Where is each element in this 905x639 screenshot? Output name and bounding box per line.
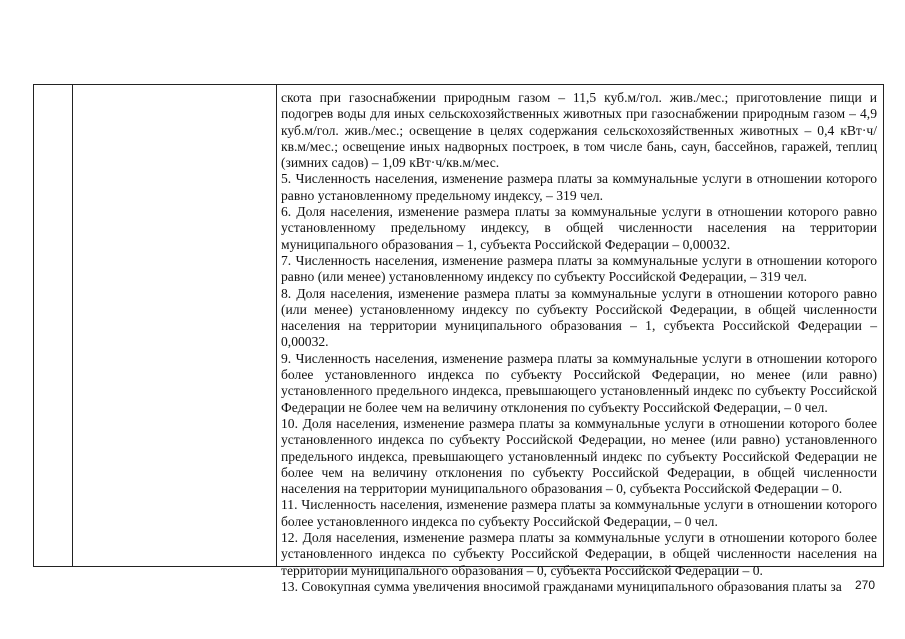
paragraph-continuation: скота при газоснабжении природным газом – 11,5 куб.м/гол. жив./мес.; приготовление пищи и подогрев воды для иных сельскохозяйственных животных при газоснабжении природным газом – 4,9 куб.м/гол. жив./мес.; освещение в целях содержания сельскохозяйственных животных – 0,4 кВт·ч/кв.м/мес.; освещение иных надворных построек, в том числе бань, саун, бассейнов, гаражей, теплиц (зимних садов) – 1,09 кВт·ч/кв.м/мес. (281, 90, 877, 171)
paragraph-item-6: 6. Доля населения, изменение размера платы за коммунальные услуги в отношении которого равно установленному предельному индексу, в общей численности населения на территории муниципального образования – 1, субъекта Российской Федерации – 0,00032. (281, 204, 877, 252)
paragraph-item-9: 9. Численность населения, изменение размера платы за коммунальные услуги в отношении которого более установленного индекса по субъекту Российской Федерации, но менее (или равно) установленного предельного индекса, превышающего установленный индекс по субъекту Российской Федерации не более чем на величину отклонения по субъекту Российской Федерации, – 0 чел. (281, 350, 877, 415)
paragraph-item-8: 8. Доля населения, изменение размера платы за коммунальные услуги в отношении которого равно (или менее) установленному индексу по субъекту Российской Федерации, в общей численности населения на территории муниципального образования – 1, субъекта Российской Федерации – 0,00032. (281, 285, 877, 350)
paragraph-item-10: 10. Доля населения, изменение размера платы за коммунальные услуги в отношении которого более установленного индекса по субъекту Российской Федерации, но менее (или равно) установленного предельного индекса, превышающего установленный индекс по субъекту Российской Федерации не более чем на величину отклонения по субъекту Российской Федерации, в общей численности населения на территории муниципального образования – 0, субъекта Российской Федерации – 0. (281, 415, 877, 497)
paragraph-item-7: 7. Численность населения, изменение размера платы за коммунальные услуги в отношении которого равно (или менее) установленному индексу по субъекту Российской Федерации, – 319 чел. (281, 252, 877, 285)
paragraph-item-13: 13. Совокупная сумма увеличения вносимой гражданами муниципального образования платы за (281, 578, 842, 594)
paragraph-item-5: 5. Численность населения, изменение размера платы за коммунальные услуги в отношении которого равно установленному предельному индексу, – 319 чел. (281, 171, 877, 203)
table-column-name (72, 85, 277, 566)
page-number: 270 (854, 578, 875, 592)
paragraph-item-11: 11. Численность населения, изменение размера платы за коммунальные услуги в отношении которого более установленного индекса по субъекту Российской Федерации, – 0 чел. (281, 497, 877, 529)
table-column-number (34, 85, 73, 566)
paragraph-item-12: 12. Доля населения, изменение размера платы за коммунальные услуги в отношении которого более установленного индекса по субъекту Российской Федерации, в общей численности населения на территории муниципального образования – 0, субъекта Российской Федерации – 0. (281, 530, 877, 578)
